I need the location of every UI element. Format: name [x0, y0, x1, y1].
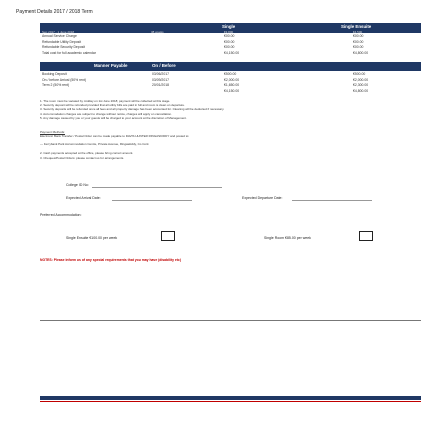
table2-row-date: 20/01/2018: [152, 83, 169, 87]
col-single-header: Single: [222, 23, 236, 29]
table2-total-c2: €4,800.00: [353, 88, 369, 93]
table1-row-label: Total cost for full academic calendar: [42, 50, 96, 55]
col-manner-header: Manner Payable: [94, 62, 128, 68]
table2-row-amount: €1,650.00: [224, 83, 240, 87]
table1-row-label: Refundable Security Deposit: [42, 45, 85, 49]
payment-address: — Ferrybank Park Accommodation Centre, Private Avenue, Ringaskiddy, Co Cork: [40, 142, 149, 146]
terms-notes: [40, 99, 425, 120]
preferred-accommodation-label: Preferred Accommodation:: [40, 213, 82, 217]
table2-row-date: 03/09/2017: [152, 77, 169, 82]
table1-row-c2: €00.00: [353, 45, 364, 49]
terms-note: 2. Security deposit will be refunded provided that all utility bills are paid in full and room is clean on departure.: [40, 103, 185, 108]
terms-note: 1. The room must be vacated by midday on 1st June 2018; payment will be collected at this stage.: [40, 99, 171, 103]
table1-row-c1: €00.00: [224, 39, 235, 44]
departure-date-field[interactable]: [292, 200, 372, 201]
table1-row-label: Refundable Utility Deposit: [42, 39, 82, 44]
table1-row-label: Annual Service Charge: [42, 34, 77, 38]
table1-row-c1: €4,150.00: [224, 50, 240, 55]
footer-bar: [40, 396, 421, 400]
terms-note: 4. Accommodation charges are subject to change without notice, charges will apply on cancellation.: [40, 111, 172, 116]
table2-row-c2: €2,000.00: [353, 77, 369, 82]
table2-subheader-bar: [40, 68, 421, 71]
table2-row-date: 03/06/2017: [152, 72, 169, 76]
arrival-date-field[interactable]: [112, 200, 192, 201]
table1-row-c2: €00.00: [353, 34, 364, 38]
table2-row-amount: €500.00: [224, 72, 237, 76]
terms-note: 3. Security deposits will be refunded once all fees and all property damage has been accounted for. Cleaning will be deducted if necessary.: [40, 107, 225, 112]
table2-row-c2: €2,300.00: [353, 83, 369, 87]
college-id-field[interactable]: [92, 187, 222, 188]
bottom-divider: [40, 320, 421, 321]
table2-row-c2: €500.00: [353, 72, 366, 76]
payment-method-cheque: 3. Cheques/Postal Orders: please contact us for arrangements.: [40, 156, 125, 160]
table1-row-c1: €00.00: [224, 34, 235, 38]
option-single-ensuite-checkbox[interactable]: [161, 231, 175, 241]
departure-date-label: Expected Departure Date:: [242, 196, 283, 200]
special-requirements-note: NOTES: Please inform us of any special requirements that you may have (disability etc): [40, 258, 181, 262]
payment-methods-title: Payment Methods:: [40, 130, 66, 134]
footer-rule: [40, 401, 421, 402]
table1-row-c2: €4,800.00: [353, 50, 369, 55]
payment-method-cash: 2. Cash payments accepted at the office, please bring correct amount.: [40, 151, 134, 155]
payment-methods: [40, 134, 425, 138]
payment-method: Electronic Bank Transfer / Postal Order can be made payable to DAVIS HUNTER RINGASKIDDY and posted to:: [40, 134, 190, 138]
table1-subheader-c2: €4,500: [353, 29, 363, 34]
table2-row-label: Booking Deposit: [42, 72, 67, 76]
college-id-label: College ID No:: [66, 183, 89, 187]
table1-row-c2: €00.00: [353, 39, 364, 44]
option-single-ensuite-label: Single Ensuite €100.00 per week: [66, 236, 118, 240]
table1-subheader-mid: 38 weeks: [151, 29, 164, 34]
table1-subheader-label: Sep 2017 - 1 June 2018: [42, 29, 75, 34]
table2-total-amount: €4,150.00: [224, 88, 240, 93]
col-on-before-header: On / Before: [152, 62, 176, 68]
terms-note: 5. Any damage caused by you or your guests will be charged to your account at the discretion of Management.: [40, 115, 187, 120]
table1-subheader-c1: €3,800: [224, 29, 234, 34]
arrival-date-label: Expected Arrival Date:: [66, 196, 101, 200]
table2-row-label: Term 2 (50% rent): [42, 83, 70, 87]
page-title: Payment Details 2017 / 2018 Term: [16, 9, 93, 15]
option-single-room-checkbox[interactable]: [359, 231, 373, 241]
col-ensuite-header: Single Ensuite: [341, 23, 372, 29]
table2-row-amount: €2,000.00: [224, 77, 240, 82]
table2-row-label: On / before Arrival (50% rent): [42, 77, 87, 82]
option-single-room-label: Single Room €85.00 per week: [264, 236, 311, 240]
table1-row-c1: €00.00: [224, 45, 235, 49]
